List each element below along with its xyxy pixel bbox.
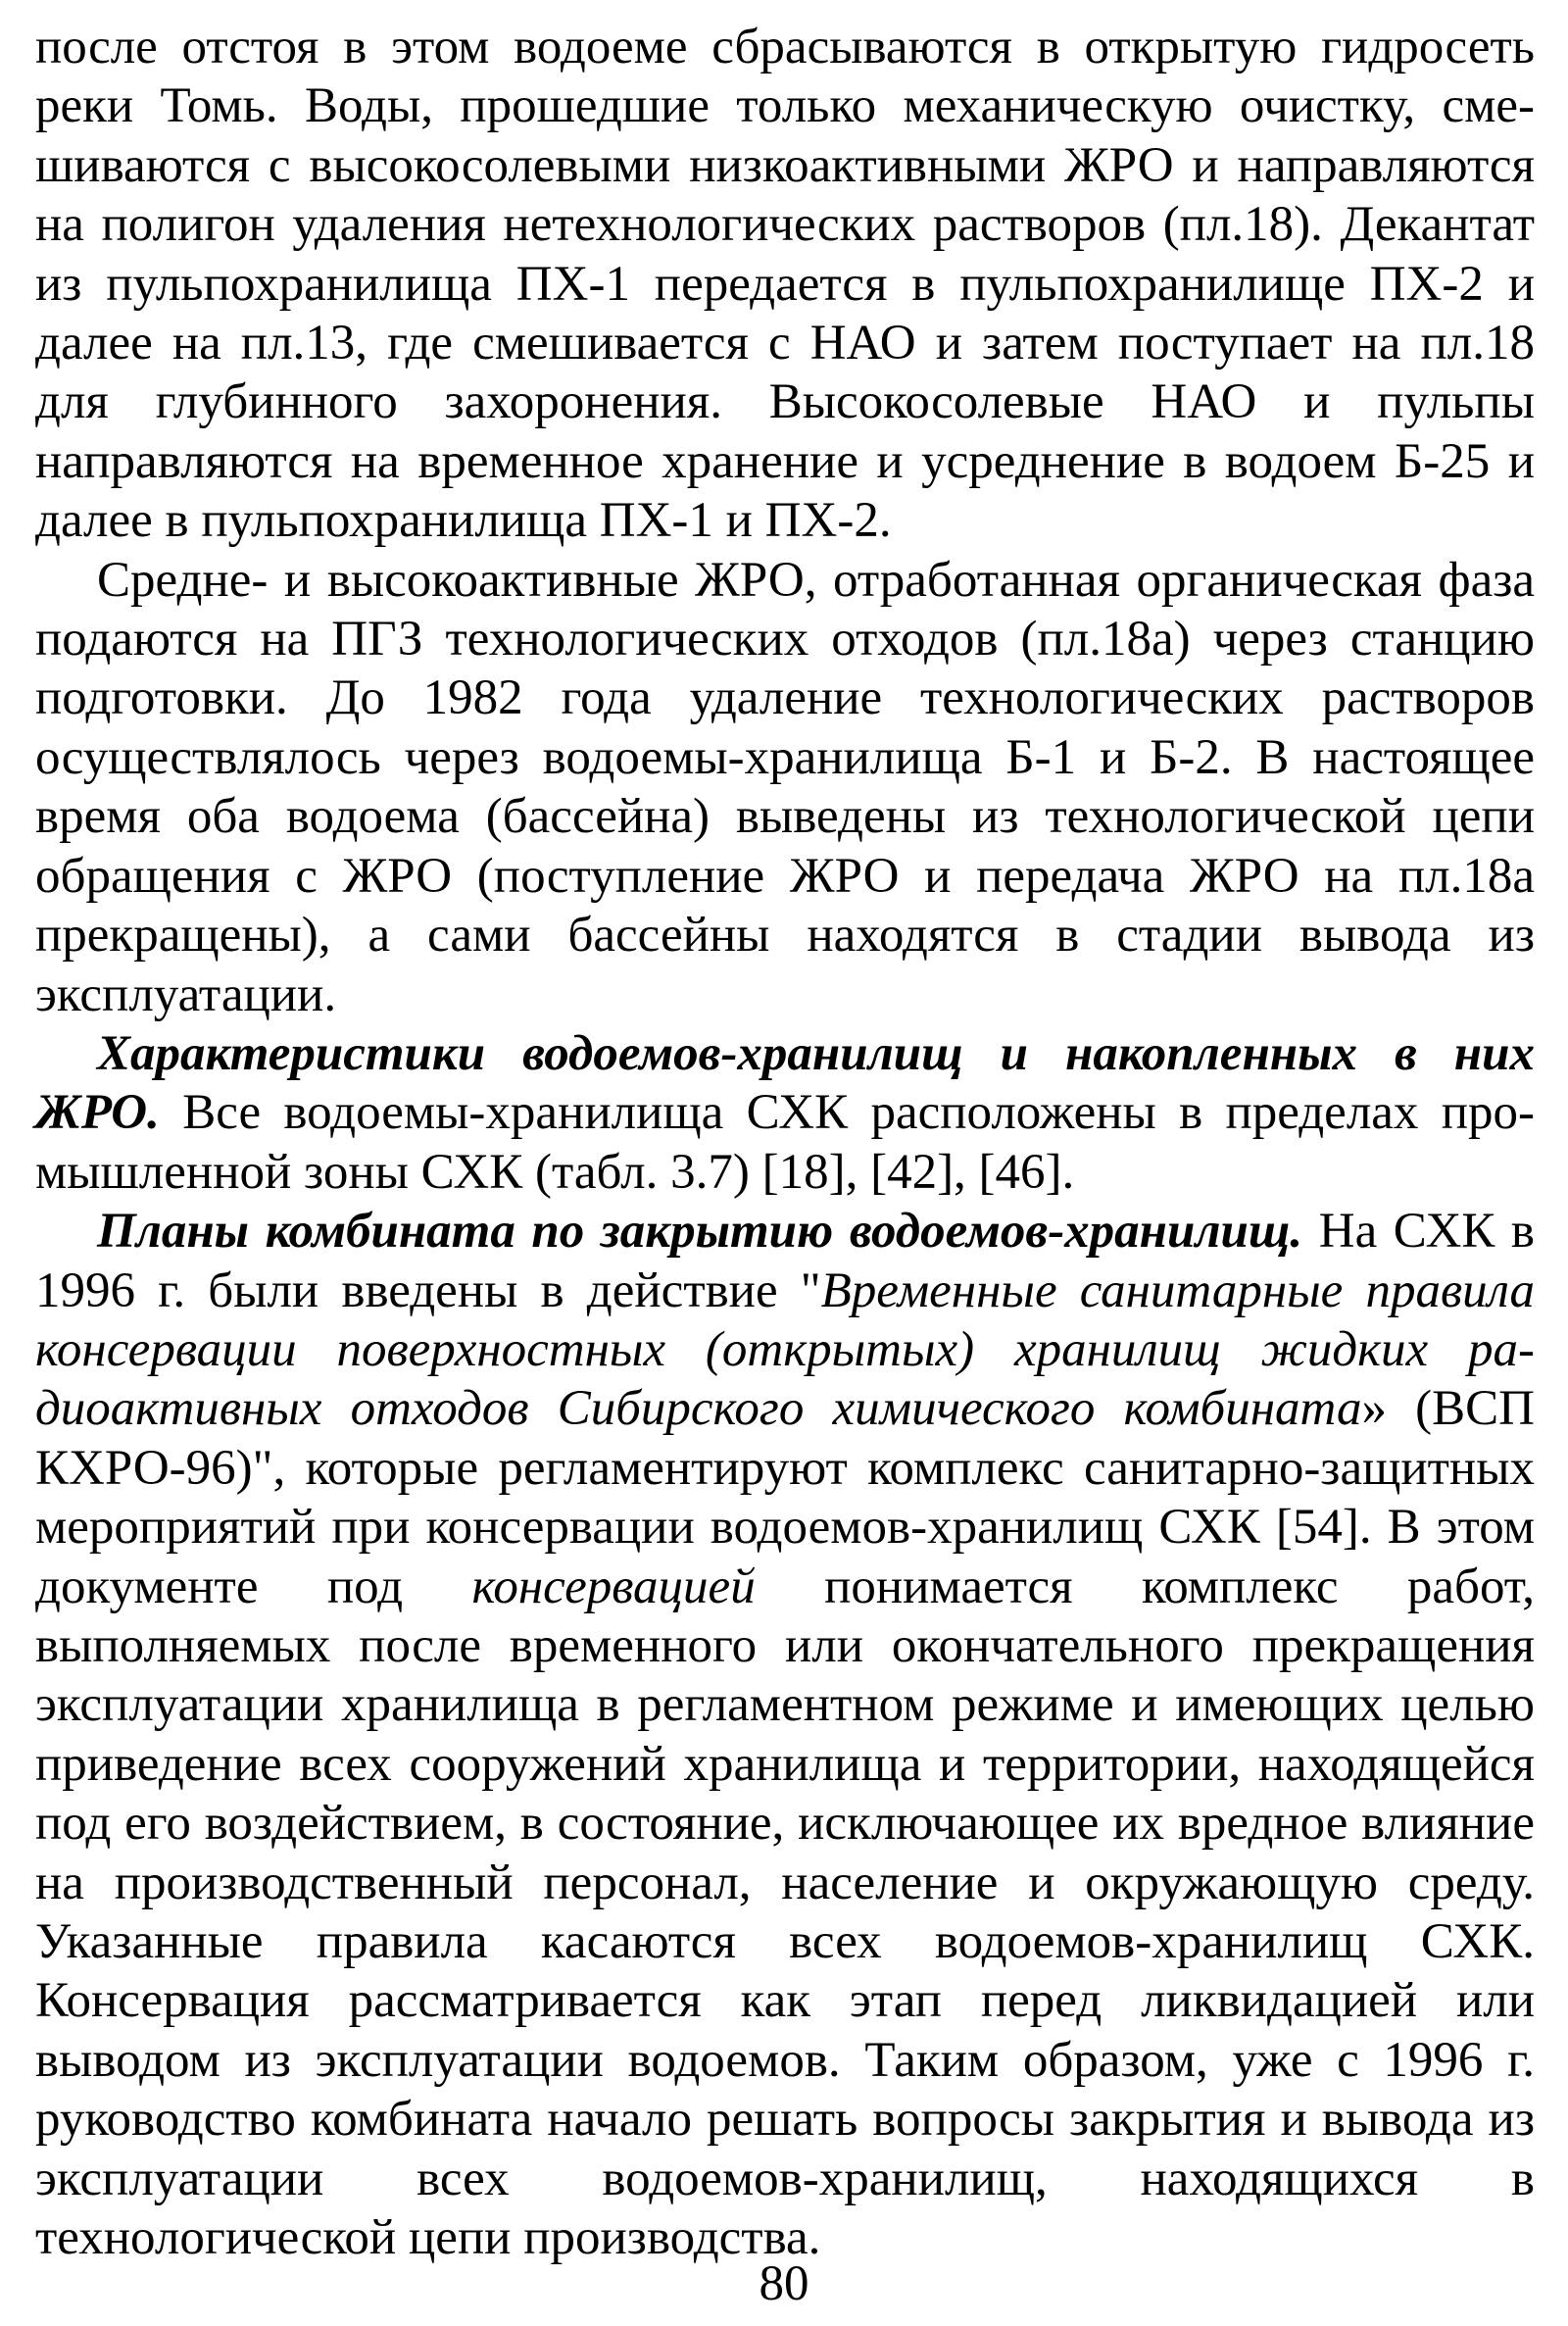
paragraph-text: после отстоя в этом водоеме сбрасываются в открытую гидросеть реки Томь. Воды, прошедшие только механическую очистку, смешиваются с высокосолевыми низкоактивными ЖРО и направляются на полигон удаления нетехнологических растворов (пл.18). Декантат из пульпохранилища ПХ-1 передается в пульпохранилище ПХ-2 и далее на пл.13, где смешивается с НАО и затем поступает на пл.18 для глубинного захоронения. Высокосолевые НАО и пульпы направляются на временное хранение и усреднение в водоем Б-25 и далее в пульпохранилища ПХ-1 и ПХ-2. xyxy=(35,20,1535,549)
section-heading-closure-plans: Планы комбината по закрытию водоемов-хранилищ. xyxy=(97,1204,1303,1260)
regulation-title: Временные санитарные правила консервации поверхностных (открытых) хранилищ жидких радиоактивных отходов Сибирского химического комбината xyxy=(35,1262,1535,1437)
term-conservation: консервацией xyxy=(471,1559,756,1614)
paragraph-text: На СХК в 1996 г. были введены в действие " xyxy=(35,1204,1536,1318)
paragraph-disposal-routes xyxy=(35,18,1535,551)
page-number: 80 xyxy=(759,2256,809,2311)
paragraph-closure-plans xyxy=(35,1202,1535,2267)
paragraph-high-activity-waste xyxy=(35,551,1535,1024)
paragraph-text: Все водоемы-хранилища СХК расположены в пределах промышленной зоны СХК (табл. 3.7) [18], [42], [46]. xyxy=(35,1085,1535,1200)
paragraph-text: Средне- и высокоактивные ЖРО, отработанная органическая фаза подаются на ПГЗ технологических отходов (пл.18а) через станцию подготовки. До 1982 года удаление технологических растворов осуществлялось через водоемы-хранилища Б-1 и Б-2. В настоящее время оба водоема (бассейна) выведены из технологической цепи обращения с ЖРО (поступление ЖРО и передача ЖРО на пл.18а прекращены), а сами бассейны находятся в стадии вывода из эксплуатации. xyxy=(35,552,1535,1022)
paragraph-text: » (ВСП КХРО-96)", которые регламентируют комплекс санитарно-защитных мероприятий при консервации водоемов-хранилищ СХК [54]. В этом документе под xyxy=(35,1381,1535,1614)
paragraph-text: понимается комплекс работ, выполняемых после временного или окончательного прекращения эксплуатации хранилища в регламентном режиме и имеющих целью приведение всех сооружений хранилища и территории, находящейся под его воздействием, в состояние, исключающее их вредное влияние на производственный персонал, население и окружающую среду. Указанные правила касаются всех водоемов-хранилищ СХК. Консервация рассматривается как этап перед ликвидацией или выводом из эксплуатации водоемов. Таким образом, уже с 1996 г. руководство комбината начало решать вопросы закрытия и вывода из эксплуатации всех водоемов-хранилищ, находящихся в технологической цепи производства. xyxy=(35,1559,1535,2266)
document-page xyxy=(35,18,1535,2267)
section-heading-reservoir-characteristics: Характеристики водоемов-хранилищ и накопленных в них ЖРО. xyxy=(35,1025,1535,1141)
paragraph-reservoir-characteristics xyxy=(35,1024,1535,1202)
